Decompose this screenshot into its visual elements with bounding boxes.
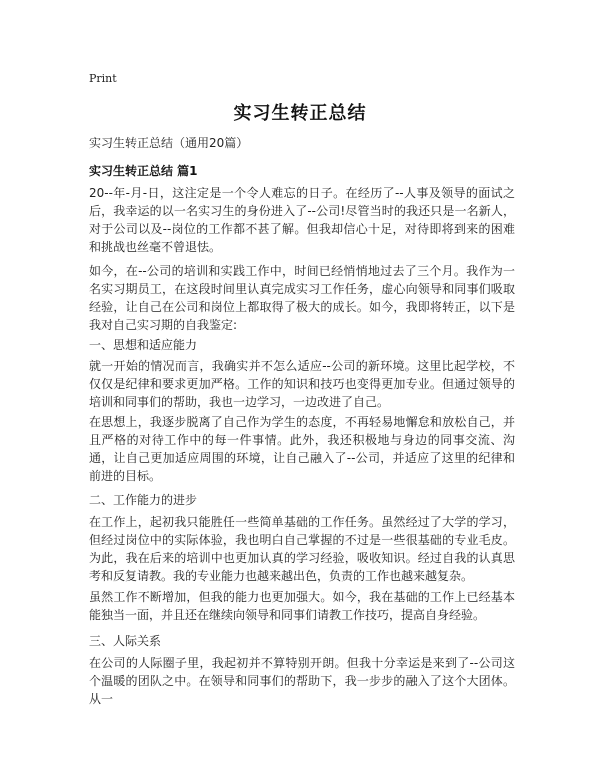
- paragraph: 就一开始的情况而言，我确实并不怎么适应--公司的新环境。这里比起学校，不仅仅是纪律和要求更加严格。工作的知识和技巧也变得更加专业。但通过领导的培训和同事们的帮助，我也一边学习，一边改进了自己。: [89, 359, 515, 409]
- section-heading: 三、人际关系: [89, 634, 162, 648]
- paragraph: 如今，在--公司的培训和实践工作中，时间已经悄悄地过去了三个月。我作为一名实习期员工，在这段时间里认真完成实习工作任务，虚心向领导和同事们吸取经验，让自己在公司和岗位上都取得了极大的成长。如今，我即将转正，以下是我对自己实习期的自我鉴定:: [89, 264, 515, 332]
- paragraph: 在公司的人际圈子里，我起初并不算特别开朗。但我十分幸运是来到了--公司这个温暖的团队之中。在领导和同事们的帮助下，我一步步的融入了这个大团体。从一: [89, 656, 515, 706]
- paragraph: 在思想上，我逐步脱离了自己作为学生的态度，不再轻易地懈怠和放松自己，并且严格的对待工作中的每一件事情。此外，我还积极地与身边的同事交流、沟通，让自己更加适应周围的环境，让自己融入了--公司，并适应了这里的纪律和前进的目标。: [89, 415, 515, 483]
- paragraph: 在工作上，起初我只能胜任一些简单基础的工作任务。虽然经过了大学的学习，但经过岗位中的实际体验，我也明白自己掌握的不过是一些很基础的专业毛皮。为此，我在后来的培训中也更加认真的学习经验，吸收知识。经过自我的认真思考和反复请教。我的专业能力也越来越出色，负责的工作也越来越复杂。: [89, 515, 515, 583]
- section-heading: 二、工作能力的进步: [89, 493, 198, 507]
- print-label[interactable]: Print: [89, 72, 117, 85]
- section-title: 实习生转正总结 篇1: [89, 164, 198, 178]
- document-subtitle: 实习生转正总结（通用20篇）: [89, 136, 249, 150]
- paragraph: 20--年-月-日，这注定是一个令人难忘的日子。在经历了--人事及领导的面试之后，我幸运的以一名实习生的身份进入了--公司!尽管当时的我还只是一名新人，对于公司以及--岗位的工作都不甚了解。但我却信心十足，对待即将到来的困难和挑战也丝毫不曾退怯。: [89, 186, 515, 254]
- paragraph: 虽然工作不断增加，但我的能力也更加强大。如今，我在基础的工作上已经基本能独当一面，并且还在继续向领导和同事们请教工作技巧，提高自身经验。: [89, 590, 515, 622]
- section-heading: 一、思想和适应能力: [89, 338, 198, 352]
- page-title: 实习生转正总结: [233, 103, 367, 124]
